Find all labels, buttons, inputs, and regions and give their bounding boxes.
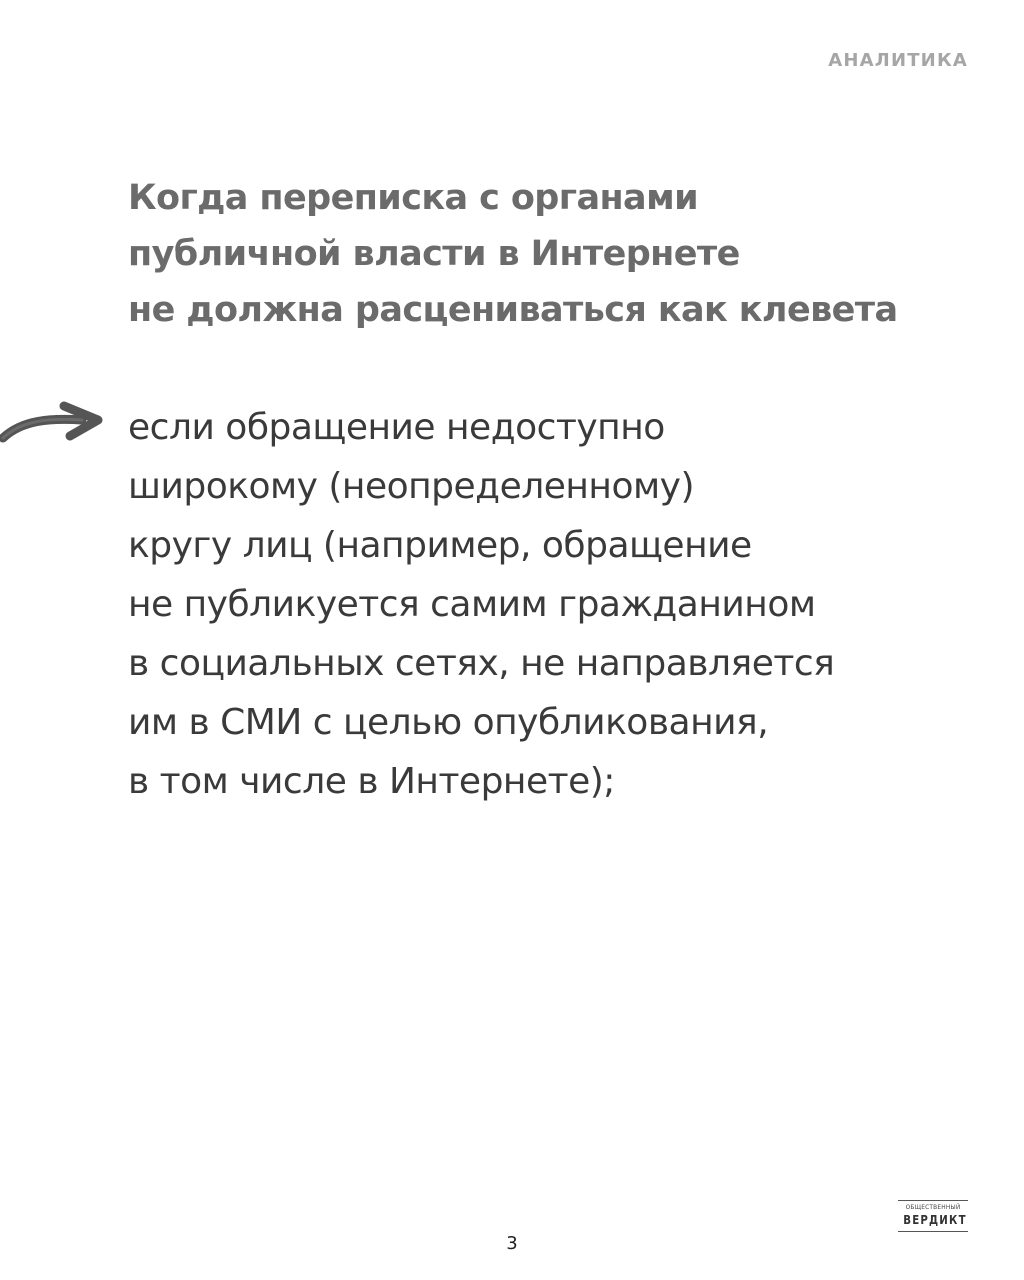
body-line: в том числе в Интернете); <box>128 761 615 802</box>
body-line: в социальных сетях, не направляется <box>128 643 835 684</box>
logo-bottom-text: ВЕРДИКТ <box>903 1213 967 1227</box>
body-paragraph <box>128 398 988 811</box>
arrow-right-icon <box>0 398 104 446</box>
heading-line: публичной власти в Интернете <box>128 234 740 274</box>
page-heading <box>128 170 988 338</box>
heading-line: Когда переписка с органами <box>128 178 699 218</box>
section-label: АНАЛИТИКА <box>828 50 968 71</box>
page-number: 3 <box>506 1233 518 1254</box>
heading-line: не должна расцениваться как клевета <box>128 290 898 330</box>
body-line: широкому (неопределенному) <box>128 466 694 507</box>
logo-top-text: ОБЩЕСТВЕННЫЙ <box>905 1203 961 1211</box>
body-line: не публикуется самим гражданином <box>128 584 816 625</box>
publisher-logo <box>898 1200 968 1232</box>
body-line: им в СМИ с целью опубликования, <box>128 702 769 743</box>
body-line: если обращение недоступно <box>128 407 665 448</box>
body-line: кругу лиц (например, обращение <box>128 525 752 566</box>
